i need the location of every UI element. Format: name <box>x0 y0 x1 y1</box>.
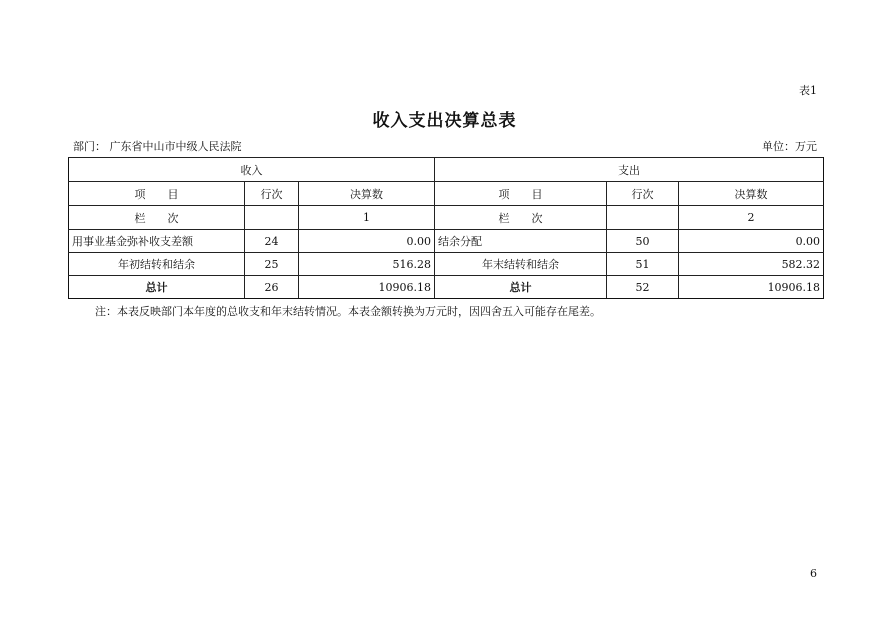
expense-item: 结余分配 <box>435 230 607 253</box>
footnote: 注：本表反映部门本年度的总收支和年末结转情况。本表金额转换为万元时，因四舍五入可能存在尾差。 <box>95 305 601 318</box>
table-row <box>69 230 824 253</box>
income-item-header: 项 目 <box>69 182 245 206</box>
table-row-total <box>69 276 824 299</box>
table-column-number-row <box>69 206 824 230</box>
expense-row-header: 行次 <box>607 182 679 206</box>
expense-column-number: 2 <box>679 206 824 230</box>
table-row <box>69 253 824 276</box>
expense-column-label: 栏 次 <box>435 206 607 230</box>
income-total-label: 总计 <box>69 276 245 299</box>
table-number: 表1 <box>799 84 817 97</box>
summary-table <box>68 157 824 299</box>
expense-row-number: 52 <box>607 276 679 299</box>
expense-item: 年末结转和结余 <box>435 253 607 276</box>
income-column-label: 栏 次 <box>69 206 245 230</box>
income-row-empty <box>245 206 299 230</box>
income-row-number: 24 <box>245 230 299 253</box>
income-row-number: 26 <box>245 276 299 299</box>
income-row-header: 行次 <box>245 182 299 206</box>
income-item: 用事业基金弥补收支差额 <box>69 230 245 253</box>
income-amount-header: 决算数 <box>299 182 435 206</box>
expense-row-number: 50 <box>607 230 679 253</box>
expense-item-header: 项 目 <box>435 182 607 206</box>
expense-total-amount: 10906.18 <box>679 276 824 299</box>
expense-total-label: 总计 <box>435 276 607 299</box>
page-title: 收入支出决算总表 <box>372 111 517 131</box>
expense-amount: 0.00 <box>679 230 824 253</box>
expense-section-header: 支出 <box>435 158 824 182</box>
income-total-amount: 10906.18 <box>299 276 435 299</box>
expense-amount-header: 决算数 <box>679 182 824 206</box>
expense-amount: 582.32 <box>679 253 824 276</box>
income-amount: 516.28 <box>299 253 435 276</box>
income-row-number: 25 <box>245 253 299 276</box>
unit-label: 单位：万元 <box>762 140 817 153</box>
income-item: 年初结转和结余 <box>69 253 245 276</box>
table-section-header-row <box>69 158 824 182</box>
income-section-header: 收入 <box>69 158 435 182</box>
department-label: 部门： 广东省中山市中级人民法院 <box>73 140 242 153</box>
income-amount: 0.00 <box>299 230 435 253</box>
expense-row-number: 51 <box>607 253 679 276</box>
expense-row-empty <box>607 206 679 230</box>
income-column-number: 1 <box>299 206 435 230</box>
page-number: 6 <box>810 567 817 580</box>
table-column-header-row <box>69 182 824 206</box>
